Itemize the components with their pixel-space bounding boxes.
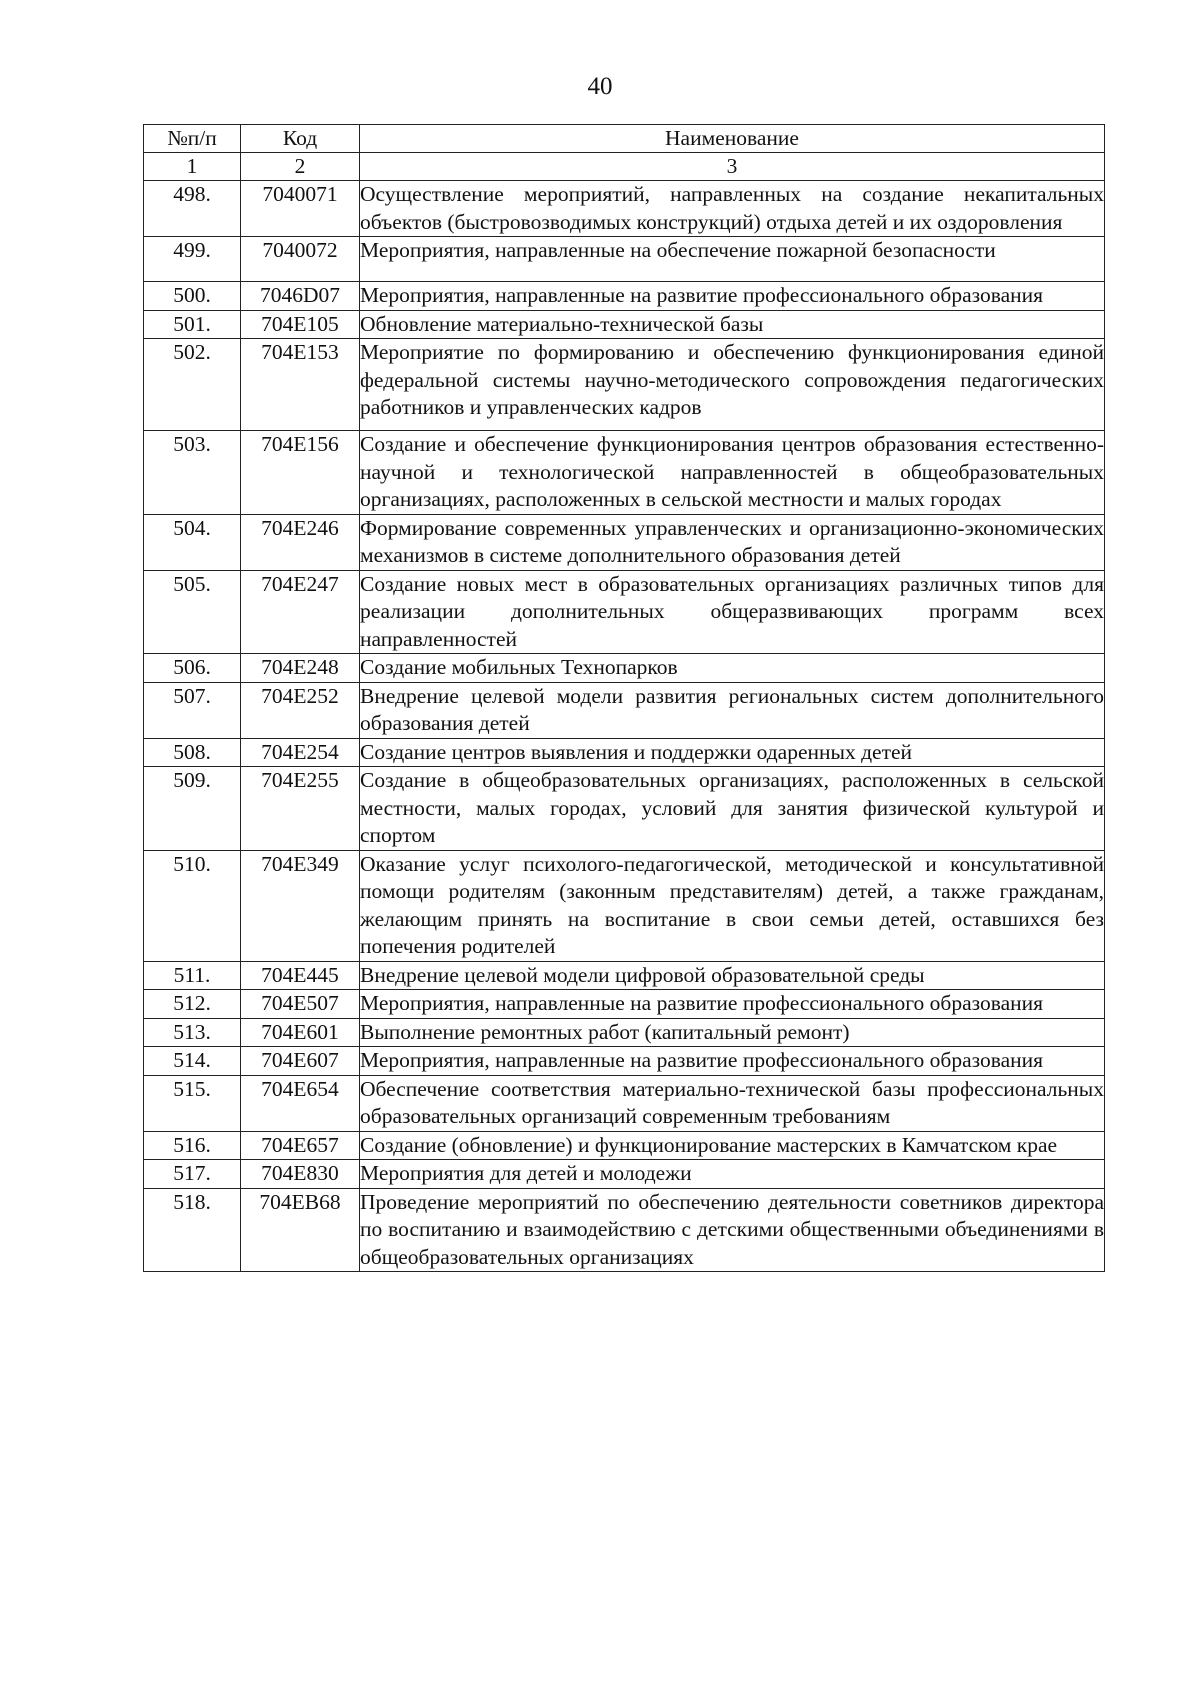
table-row (144, 339, 1105, 431)
row-name: Мероприятия, направленные на обеспечение пожарной безопасности (360, 237, 1105, 282)
row-number: 502. (144, 339, 241, 431)
table-header-row (144, 125, 1105, 153)
column-number-1: 1 (144, 153, 241, 181)
row-code: 7040072 (241, 237, 360, 282)
row-number: 512. (144, 990, 241, 1019)
table-row (144, 181, 1105, 237)
row-name: Мероприятие по формированию и обеспечению функционирования единой федеральной системы научно-методического сопровождения педагогических работников и управленческих кадров (360, 339, 1105, 431)
table-row (144, 1160, 1105, 1189)
row-number: 507. (144, 682, 241, 738)
table-row (144, 961, 1105, 990)
row-code: 704E654 (241, 1075, 360, 1131)
row-name: Создание в общеобразовательных организациях, расположенных в сельской местности, малых городах, условий для занятия физической культурой и спортом (360, 767, 1105, 851)
row-code: 704E657 (241, 1131, 360, 1160)
row-name: Создание новых мест в образовательных организациях различных типов для реализации дополнительных общеразвивающих программ всех направленностей (360, 570, 1105, 654)
row-number: 503. (144, 431, 241, 515)
row-name: Мероприятия, направленные на развитие профессионального образования (360, 1047, 1105, 1076)
row-code: 704E252 (241, 682, 360, 738)
row-number: 500. (144, 282, 241, 311)
row-name: Мероприятия, направленные на развитие профессионального образования (360, 282, 1105, 311)
row-name: Создание мобильных Технопарков (360, 654, 1105, 683)
table-row (144, 1188, 1105, 1272)
row-code: 704E246 (241, 514, 360, 570)
row-code: 704E349 (241, 850, 360, 961)
table-row (144, 738, 1105, 767)
page-number: 40 (587, 73, 613, 100)
row-code: 704E254 (241, 738, 360, 767)
row-name: Мероприятия, направленные на развитие профессионального образования (360, 990, 1105, 1019)
row-code: 704E247 (241, 570, 360, 654)
column-number-2: 2 (241, 153, 360, 181)
table-row (144, 310, 1105, 339)
row-name: Внедрение целевой модели развития региональных систем дополнительного образования детей (360, 682, 1105, 738)
table-row (144, 1075, 1105, 1131)
table-row (144, 237, 1105, 282)
row-code: 704EB68 (241, 1188, 360, 1272)
row-name: Внедрение целевой модели цифровой образовательной среды (360, 961, 1105, 990)
row-number: 499. (144, 237, 241, 282)
row-number: 511. (144, 961, 241, 990)
row-code: 704E607 (241, 1047, 360, 1076)
row-name: Создание и обеспечение функционирования центров образования естественно-научной и технологической направленностей в общеобразовательных организациях, расположенных в сельской местности и малых городах (360, 431, 1105, 515)
row-name: Создание (обновление) и функционирование мастерских в Камчатском крае (360, 1131, 1105, 1160)
row-number: 510. (144, 850, 241, 961)
row-number: 516. (144, 1131, 241, 1160)
row-number: 501. (144, 310, 241, 339)
row-name: Мероприятия для детей и молодежи (360, 1160, 1105, 1189)
row-name: Оказание услуг психолого-педагогической, методической и консультативной помощи родителям (законным представителям) детей, а также гражданам, желающим принять на воспитание в свои семьи детей, оставшихся без попечения родителей (360, 850, 1105, 961)
row-number: 504. (144, 514, 241, 570)
table-row (144, 431, 1105, 515)
row-number: 517. (144, 1160, 241, 1189)
row-name: Создание центров выявления и поддержки одаренных детей (360, 738, 1105, 767)
table-row (144, 1018, 1105, 1047)
row-code: 704E255 (241, 767, 360, 851)
header-name: Наименование (360, 125, 1105, 153)
table-row (144, 570, 1105, 654)
row-code: 704E248 (241, 654, 360, 683)
row-number: 514. (144, 1047, 241, 1076)
table-row (144, 1131, 1105, 1160)
table-row (144, 850, 1105, 961)
row-name: Обновление материально-технической базы (360, 310, 1105, 339)
table-row (144, 1047, 1105, 1076)
row-code: 704E830 (241, 1160, 360, 1189)
row-code: 7040071 (241, 181, 360, 237)
table-row (144, 682, 1105, 738)
row-code: 704E153 (241, 339, 360, 431)
header-num: №п/п (144, 125, 241, 153)
column-number-3: 3 (360, 153, 1105, 181)
row-number: 498. (144, 181, 241, 237)
row-name: Обеспечение соответствия материально-технической базы профессиональных образовательных организаций современным требованиям (360, 1075, 1105, 1131)
row-code: 7046D07 (241, 282, 360, 311)
row-code: 704E156 (241, 431, 360, 515)
row-code: 704E601 (241, 1018, 360, 1047)
row-number: 509. (144, 767, 241, 851)
table-row (144, 514, 1105, 570)
row-name: Осуществление мероприятий, направленных на создание некапитальных объектов (быстровозводимых конструкций) отдыха детей и их оздоровления (360, 181, 1105, 237)
row-number: 505. (144, 570, 241, 654)
table-row (144, 767, 1105, 851)
table-row (144, 654, 1105, 683)
row-number: 515. (144, 1075, 241, 1131)
header-code: Код (241, 125, 360, 153)
row-code: 704E507 (241, 990, 360, 1019)
budget-codes-table (143, 124, 1105, 1272)
row-number: 508. (144, 738, 241, 767)
table-row (144, 282, 1105, 311)
row-name: Выполнение ремонтных работ (капитальный ремонт) (360, 1018, 1105, 1047)
row-number: 513. (144, 1018, 241, 1047)
row-code: 704E445 (241, 961, 360, 990)
row-name: Формирование современных управленческих и организационно-экономических механизмов в системе дополнительного образования детей (360, 514, 1105, 570)
column-numbers-row (144, 153, 1105, 181)
row-code: 704E105 (241, 310, 360, 339)
row-number: 518. (144, 1188, 241, 1272)
row-name: Проведение мероприятий по обеспечению деятельности советников директора по воспитанию и взаимодействию с детскими общественными объединениями в общеобразовательных организациях (360, 1188, 1105, 1272)
row-number: 506. (144, 654, 241, 683)
table-row (144, 990, 1105, 1019)
